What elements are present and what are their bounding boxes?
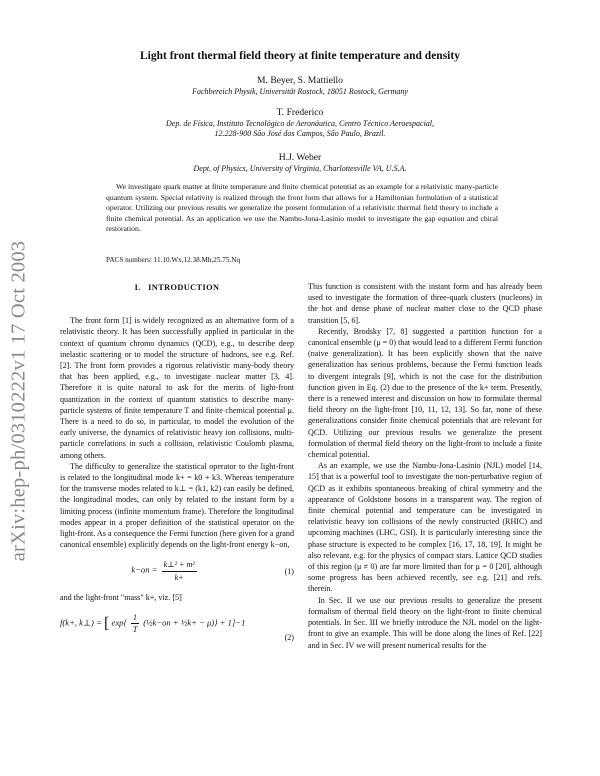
equation-1-label: (1) [284, 566, 294, 576]
equation-2 [60, 612, 294, 635]
equation-1 [60, 559, 294, 582]
intro-paragraph-1: The front form [1] is widely recognized as an alternative form of a relativistic theory. It has been successfully applied in particular in the context of quantum chromo dynamics (QCD), e.g., to describe deep inelastic scattering or to model the structure of hadrons, see e.g. Ref. [2]. The front form provides a rigorous relativistic many-body theory that has been applied, e.g., to investigate nuclear matter [3, 4]. Therefore it is quite natural to ask for the merits of light-front quantization in the context of quantum statistics to describe many-particle systems of finite temperature T and finite chemical potential μ. There is a need to do so, in particular, to model the evolution of the early universe, the dynamics of relativistic heavy ion collisions, multi-particle correlations in such a collision, relativistic Coulomb plasma, among others. [60, 316, 294, 460]
equation-2-body: f(k+, k⊥) = [ exp{ $\frac{1}{T}$ (½k−on + ½k+ − μ)} + 1]−1 [60, 613, 246, 635]
left-column [60, 282, 294, 644]
equation-2-fraction: $\frac{1}{T}$ [132, 613, 138, 635]
right-column [308, 281, 542, 651]
equation-1-fraction: $\frac{\text{k⊥² + m²}}{k+}$ [163, 560, 195, 582]
right-paragraph-4: In Sec. II we use our previous results to generalize the present formalism of thermal field theory on the light-front to finite chemical potentials. In Sec. III we briefly introduce the NJL model on the light-front to give an example. This will be done along the lines of Ref. [22] and in Sec. IV we will present numerical results for the [308, 595, 542, 650]
author-group-3: H.J. Weber [278, 152, 322, 163]
affiliation-2b: 12.228-900 São José dos Campos, São Paulo, Brazil. [214, 129, 386, 138]
section-heading [60, 282, 294, 293]
right-paragraph-3: As an example, we use the Nambu-Jona-Lasinio (NJL) model [14, 15] that is a powerful tool to investigate the non-perturbative region of QCD as it exhibits spontaneous breaking of chiral symmetry and the appearance of Goldstone bosons in a transparent way. The region of finite chemical potential and temperature can be investigated in relativistic heavy ion collisions of the newly constructed (RHIC) and upcoming machines (LHC, GSI). It is particularly interesting since the phase structure is expected to be complex [16, 17, 18, 19]. It might be also relevant, e.g. for the physics of compact stars. Lattice QCD studies of this region (μ ≠ 0) are far more limited than for μ = 0 [20], although some progress has been achieved recently, see e.g. [21] and refs. therein. [308, 461, 542, 594]
affiliation-3: Dept. of Physics, University of Virginia, Charlottesville VA, U.S.A. [193, 164, 407, 173]
equation-2-label: (2) [284, 633, 294, 643]
author-group-1: M. Beyer, S. Mattiello [257, 75, 343, 86]
affiliation-1: Fachbereich Physik, Universität Rostock, 18051 Rostock, Germany [192, 87, 408, 96]
right-paragraph-2: Recently, Brodsky [7, 8] suggested a partition function for a canonical ensemble (μ = 0) that would lead to a different Fermi function (naive generalization). It has been explicitly shown that the naive generalization has serious problems, because the Fermi function leads to divergent integrals [9], which is not the case for the distribution function given in Eq. (2) due to the presence of the k+ term. Presently, there is a renewed interest and discussion on how to formulate thermal field theory on the light-front [10, 11, 12, 13]. So far, none of these generalizations consider finite chemical potentials that are relevant for QCD. Utilizing our previous results we generalize the present formulation of thermal field theory on the light-front to include a finite chemical potential. [308, 326, 542, 460]
affiliation-2a: Dep. de Física, Instituto Tecnológico de Aeronáutica, Centro Técnico Aeroespacial, [165, 119, 435, 128]
equation-1-body: k−on = $\frac{\text{k⊥² + m²}}{k+}$ [131, 560, 195, 582]
author-group-2: T. Frederico [276, 107, 324, 118]
pacs-numbers: PACS numbers: 11.10.Wx,12.38.Mh,25.75.Nq [106, 256, 241, 264]
section-title: INTRODUCTION [148, 283, 220, 292]
right-paragraph-1: This function is consistent with the instant form and has already been used to investigate the formation of three-quark clusters (nucleons) in the hot and dense phase of nuclear matter close to the QCD phase transition [5, 6]. [308, 282, 542, 325]
abstract: We investigate quark matter at finite temperature and finite chemical potential as an example for a relativistic many-particle quantum system. Special relativity is realized through the front form that allows for a Hamiltonian formulation of a statistical operator. Utilizing our previous results we generalize the present formulation of a relativistic thermal field theory to include a finite chemical potential. As an application we use the Nambu-Jona-Lasinio model to investigate the gap equation and chiral restoration. [106, 182, 498, 234]
intro-paragraph-2: The difficulty to generalize the statistical operator to the light-front is related to the longitudinal mode k+ = k0 + k3. Whereas temperature for the transverse modes related to k⊥ = (k1, k2) can easily be defined, the longitudinal modes, can only by related to the instant form by a limiting process (infinite momentum frame). Therefore the longitudinal modes appear in a proper definition of the statistical operator on the light-front. As a consequence the Fermi function (here given for a grand canonical ensemble) explicitly depends on the light-front energy k−on, [60, 461, 294, 550]
intro-paragraph-3: and the light-front "mass" k+, viz. [5] [60, 592, 182, 602]
paper-title: Light front thermal field theory at finite temperature and density [140, 50, 460, 62]
arxiv-side-label: arXiv:hep-ph/0310222v1 17 Oct 2003 [7, 240, 30, 562]
section-number: I. [134, 283, 141, 292]
